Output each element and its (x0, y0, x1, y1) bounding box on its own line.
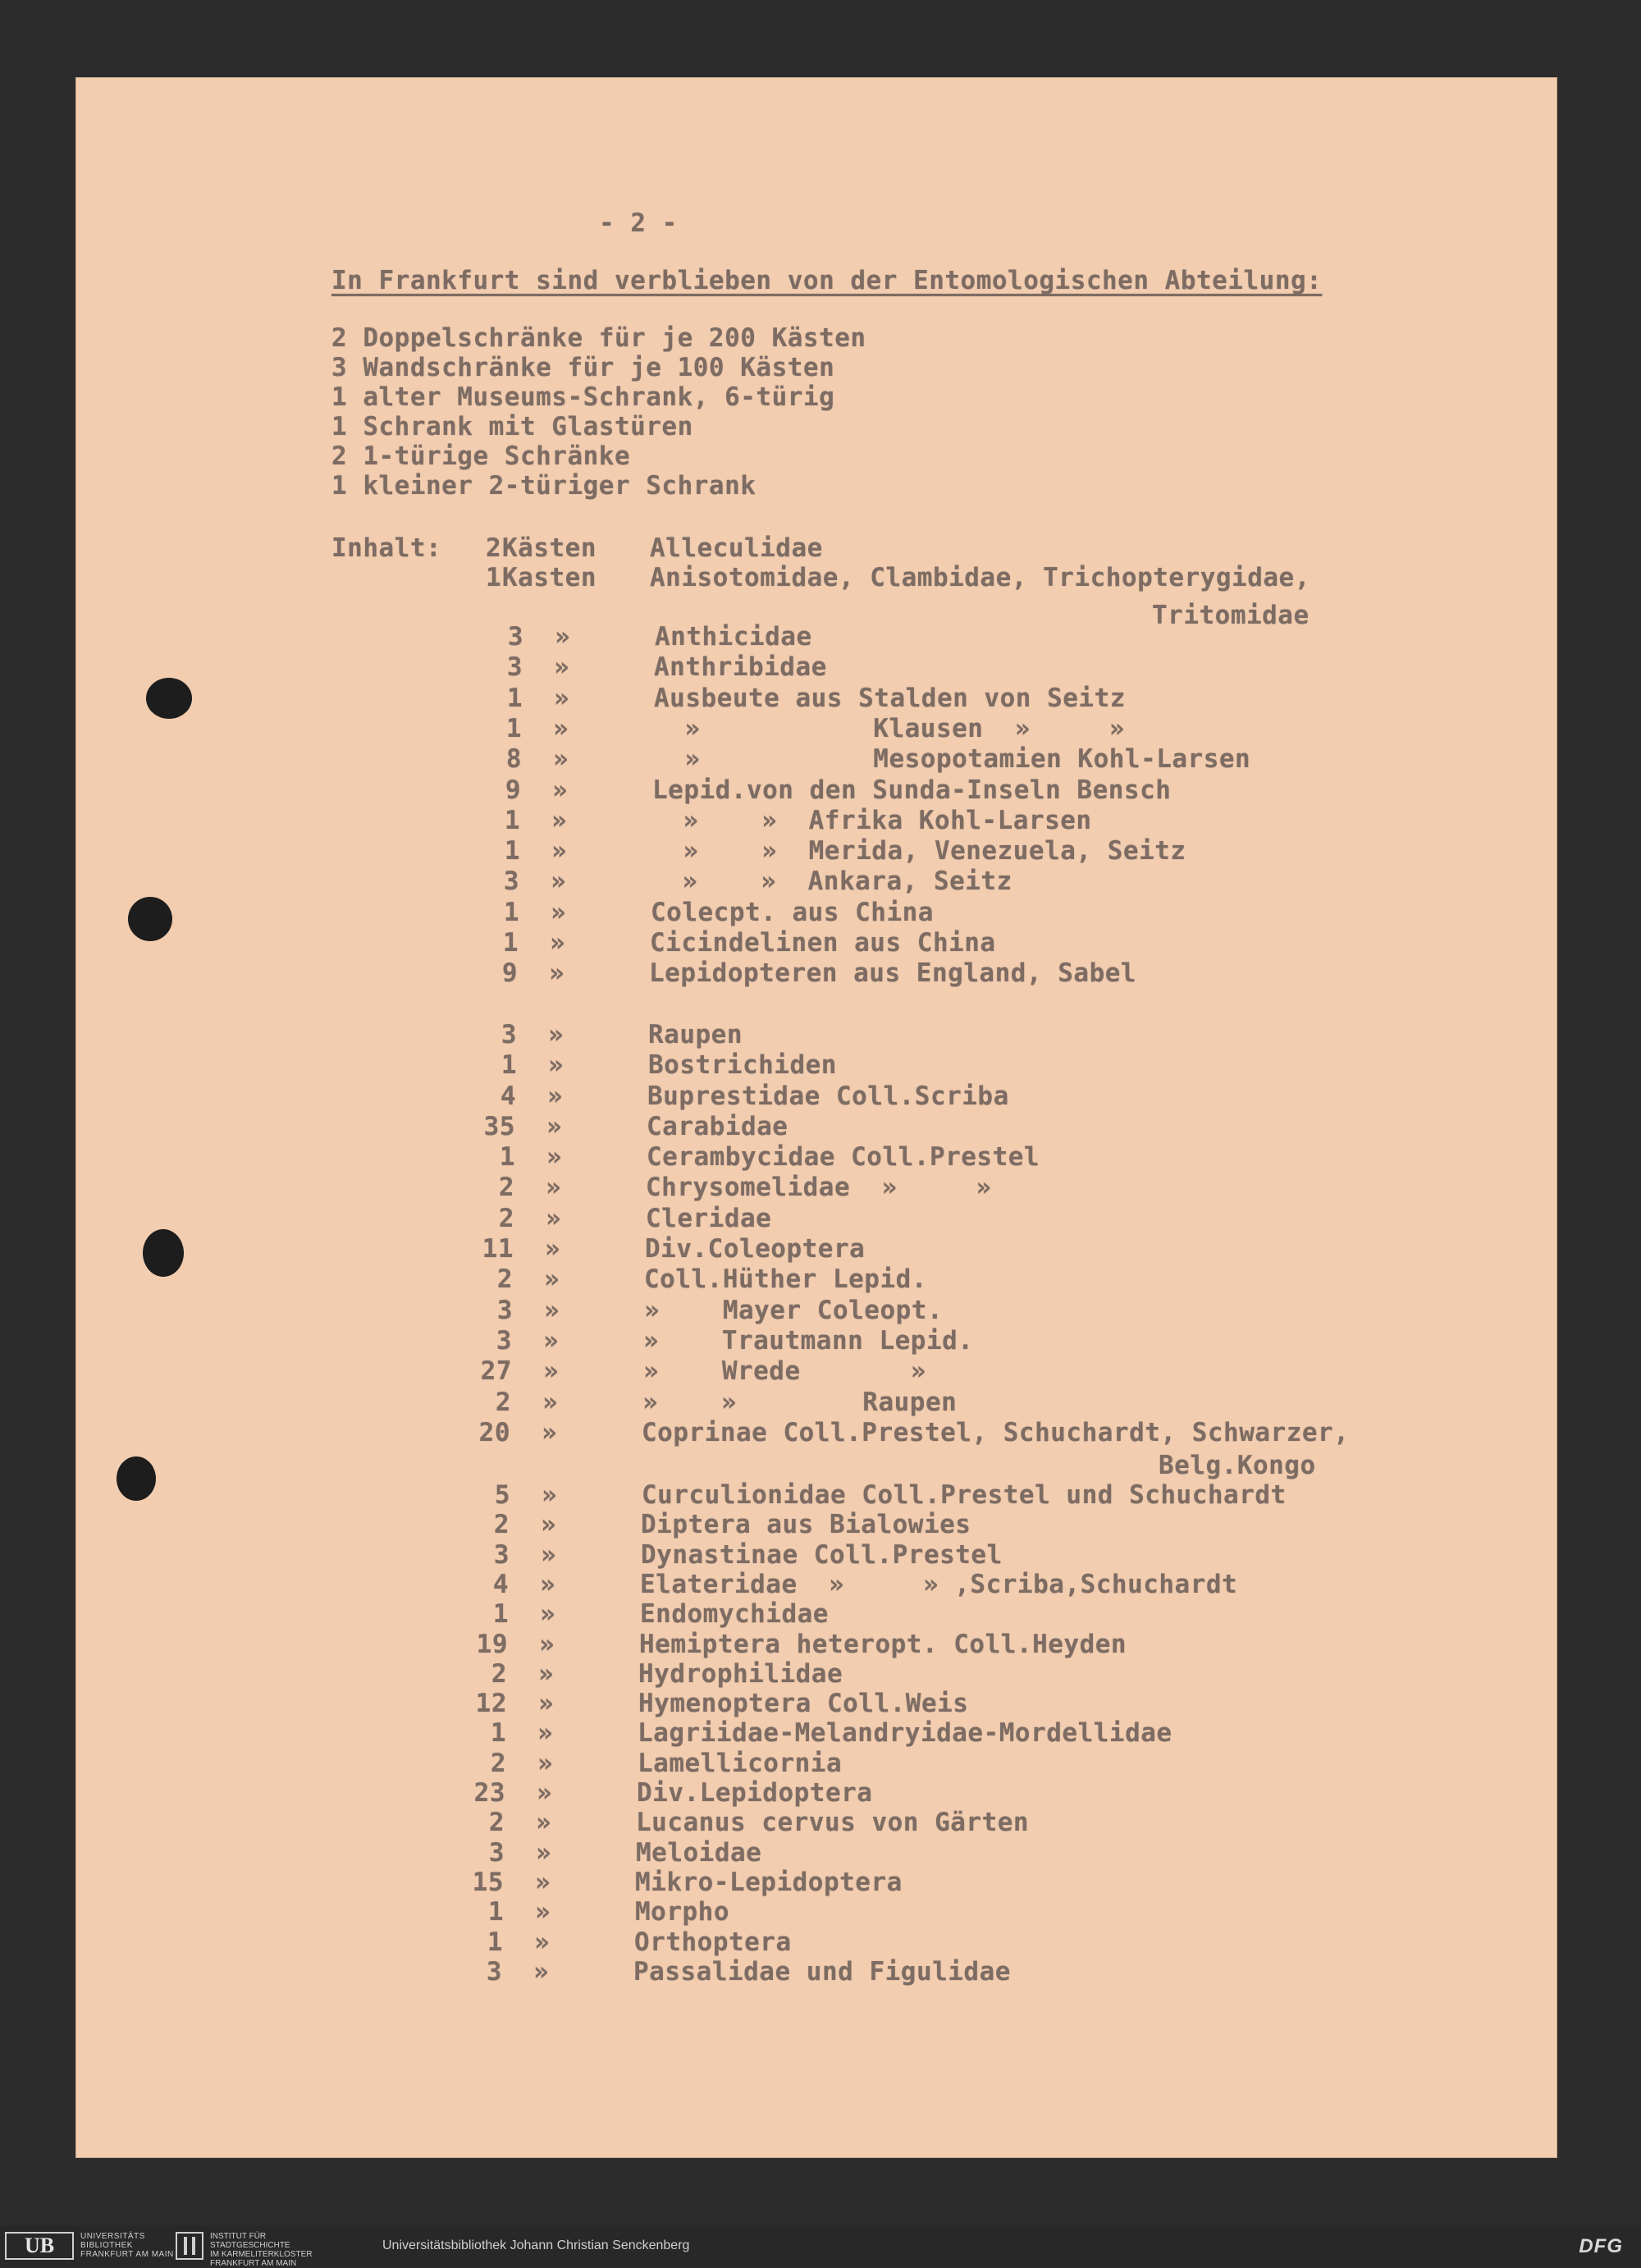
contents-ditto-mark: » (548, 1050, 565, 1081)
punch-hole (117, 1456, 156, 1501)
contents-ditto-mark: » (546, 1203, 562, 1233)
contents-item: Div.Lepidoptera (637, 1778, 873, 1808)
contents-ditto-mark: » (550, 928, 566, 958)
contents-ditto-mark: » (544, 1295, 560, 1325)
contents-ditto-mark: » (536, 1837, 552, 1868)
contents-item: » » Afrika Kohl-Larsen (651, 805, 1092, 835)
contents-ditto-mark: » (541, 1510, 557, 1540)
contents-item: Hymenoptera Coll.Weis (638, 1689, 969, 1719)
contents-ditto-mark: » (544, 1264, 560, 1295)
contents-count: 3 (493, 1539, 510, 1570)
contents-count: 1 (501, 1050, 517, 1081)
contents-item: Anthicidae (655, 622, 812, 652)
contents-item: » Trautmann Lepid. (643, 1325, 974, 1356)
contents-count: 2 (491, 1658, 507, 1689)
contents-ditto-mark: » (537, 1748, 554, 1778)
document-page (75, 77, 1557, 2158)
contents-count: 1 (486, 563, 502, 592)
contents-count: 3 (507, 622, 523, 652)
contents-ditto-mark: » (535, 1897, 551, 1927)
contents-item: Lepidopteren aus England, Sabel (649, 958, 1137, 989)
institute-logo-text: INSTITUT FÜR STADTGESCHICHTE IM KARMELITERKLOSTER FRANKFURT AM MAIN (210, 2232, 313, 2268)
contents-label: Inhalt: (331, 533, 442, 563)
contents-count: 27 (480, 1356, 512, 1387)
contents-item: Anthribidae (654, 652, 827, 683)
contents-ditto-mark: » (551, 805, 568, 835)
contents-item: Curculionidae Coll.Prestel und Schuchardt (642, 1480, 1287, 1510)
contents-item: Div.Coleoptera (645, 1234, 866, 1264)
contents-count: 1 (487, 1927, 503, 1957)
contents-item: » Mayer Coleopt. (644, 1295, 944, 1325)
ub-logo: UB (5, 2232, 74, 2260)
contents-item: Orthoptera (634, 1927, 792, 1957)
contents-item: Dynastinae Coll.Prestel (641, 1539, 1003, 1570)
contents-item: Lamellicornia (638, 1748, 843, 1778)
contents-ditto-mark: » (538, 1689, 555, 1719)
furniture-item: 3 Wandschränke für je 100 Kästen (331, 353, 835, 382)
contents-ditto-mark: » (540, 1569, 556, 1599)
contents-item: Colecpt. aus China (651, 897, 934, 927)
punch-hole (146, 678, 192, 719)
contents-count: 15 (472, 1867, 504, 1897)
contents-item: Anisotomidae, Clambidae, Trichopterygidae, (650, 563, 1310, 592)
contents-item: Cleridae (646, 1203, 772, 1233)
contents-ditto-mark: » (546, 1111, 563, 1141)
contents-unit: Kästen (502, 533, 597, 563)
contents-count: 35 (483, 1111, 515, 1141)
contents-ditto-mark: » (543, 1325, 560, 1356)
contents-item: Endomychidae (640, 1599, 829, 1630)
contents-count: 1 (499, 1142, 515, 1173)
contents-item: Hydrophilidae (638, 1658, 843, 1689)
contents-count: 3 (503, 867, 519, 897)
contents-ditto-mark: » (554, 652, 570, 683)
contents-item: Lucanus cervus von Gärten (636, 1808, 1030, 1838)
contents-item: Passalidae und Figulidae (633, 1956, 1011, 1987)
contents-item: Coll.Hüther Lepid. (644, 1264, 927, 1295)
ub-logo-text: UNIVERSITÄTS BIBLIOTHEK FRANKFURT AM MAIN (80, 2232, 174, 2259)
contents-ditto-mark: » (554, 683, 570, 713)
punch-hole (143, 1229, 184, 1277)
contents-ditto-mark: » (546, 1173, 562, 1203)
contents-ditto-mark: » (537, 1718, 554, 1749)
contents-ditto-mark: » (541, 1539, 557, 1570)
contents-item: Cicindelinen aus China (650, 928, 996, 958)
contents-count: 2 (498, 1173, 514, 1203)
contents-item: Alleculidae (650, 533, 823, 563)
contents-ditto-mark: » (545, 1234, 561, 1264)
contents-ditto-mark: » (537, 1778, 553, 1808)
contents-count: 2 (486, 533, 502, 563)
contents-item: Cerambycidae Coll.Prestel (647, 1142, 1040, 1173)
contents-ditto-mark: » (553, 744, 569, 775)
contents-count: 20 (478, 1417, 510, 1447)
contents-count: 3 (488, 1837, 505, 1868)
contents-ditto-mark: » (534, 1927, 551, 1957)
dfg-logo: DFG (1579, 2235, 1623, 2257)
contents-count: 1 (505, 713, 522, 743)
contents-ditto-mark: » (542, 1480, 558, 1510)
contents-count: 1 (490, 1718, 506, 1749)
contents-ditto-mark: » (540, 1599, 556, 1630)
coprinae-continuation: Belg.Kongo (1159, 1451, 1316, 1480)
contents-item: Ausbeute aus Stalden von Seitz (654, 683, 1126, 713)
contents-ditto-mark: » (548, 1019, 565, 1049)
contents-unit: Kasten (502, 563, 597, 592)
contents-item: Raupen (648, 1019, 743, 1049)
contents-ditto-mark: » (542, 1387, 559, 1417)
contents-count: 3 (496, 1325, 512, 1356)
contents-ditto-mark: » (552, 775, 569, 805)
contents-count: 9 (505, 775, 521, 805)
contents-count: 4 (492, 1569, 509, 1599)
contents-count: 2 (488, 1808, 505, 1838)
contents-item: Bostrichiden (648, 1050, 837, 1081)
contents-ditto-mark: » (536, 1808, 552, 1838)
contents-ditto-mark: » (543, 1356, 560, 1387)
contents-item: Morpho (635, 1897, 729, 1927)
contents-count: 1 (503, 897, 519, 927)
contents-item: Lagriidae-Melandryidae-Mordellidae (638, 1718, 1172, 1749)
contents-count: 3 (496, 1295, 513, 1325)
footer-bar (0, 2225, 1641, 2267)
contents-first-continuation: Tritomidae (1152, 601, 1310, 630)
contents-item: Mikro-Lepidoptera (635, 1867, 903, 1897)
contents-ditto-mark: » (551, 897, 567, 927)
contents-item: » » Ankara, Seitz (651, 867, 1012, 897)
contents-count: 5 (494, 1480, 510, 1510)
contents-count: 1 (492, 1599, 509, 1630)
contents-ditto-mark: » (533, 1956, 550, 1987)
institute-logo-icon (176, 2232, 203, 2260)
furniture-item: 1 kleiner 2-türiger Schrank (331, 471, 757, 501)
contents-ditto-mark: » (535, 1867, 551, 1897)
contents-count: 3 (501, 1019, 517, 1049)
contents-count: 1 (502, 928, 519, 958)
contents-item: » » Merida, Venezuela, Seitz (651, 836, 1186, 867)
contents-ditto-mark: » (551, 867, 567, 897)
contents-ditto-mark: » (542, 1417, 558, 1447)
contents-count: 3 (506, 652, 523, 683)
contents-count: 2 (493, 1510, 510, 1540)
contents-ditto-mark: » (551, 836, 568, 867)
contents-count: 1 (504, 836, 520, 867)
contents-count: 1 (487, 1897, 504, 1927)
contents-count: 19 (476, 1629, 508, 1659)
furniture-item: 1 alter Museums-Schrank, 6-türig (331, 382, 835, 412)
contents-ditto-mark: » (539, 1629, 555, 1659)
contents-item: Lepid.von den Sunda-Inseln Bensch (652, 775, 1172, 805)
contents-ditto-mark: » (546, 1142, 563, 1173)
contents-count: 8 (505, 744, 522, 775)
contents-ditto-mark: » (547, 1081, 564, 1111)
contents-item: Meloidae (636, 1837, 762, 1868)
furniture-item: 1 Schrank mit Glastüren (331, 412, 693, 441)
contents-item: Elateridae » » ,Scriba,Schuchardt (640, 1569, 1238, 1599)
contents-item: Hemiptera heteropt. Coll.Heyden (639, 1629, 1127, 1659)
document-heading: In Frankfurt sind verblieben von der Entomologischen Abteilung: (331, 266, 1323, 295)
contents-count: 9 (501, 958, 518, 989)
contents-item: » Mesopotamien Kohl-Larsen (653, 744, 1251, 775)
footer-caption: Universitätsbibliothek Johann Christian Senckenberg (382, 2238, 690, 2252)
contents-item: Diptera aus Bialowies (641, 1510, 971, 1540)
contents-count: 4 (500, 1081, 516, 1111)
contents-item: » Wrede » (643, 1356, 926, 1387)
contents-count: 2 (490, 1748, 506, 1778)
contents-item: » » Raupen (642, 1387, 958, 1417)
furniture-item: 2 1-türige Schränke (331, 441, 631, 471)
contents-count: 2 (496, 1264, 513, 1295)
contents-item: » Klausen » » (653, 713, 1125, 743)
contents-count: 12 (475, 1689, 507, 1719)
furniture-item: 2 Doppelschränke für je 200 Kästen (331, 323, 866, 353)
contents-ditto-mark: » (555, 622, 571, 652)
contents-count: 2 (498, 1203, 514, 1233)
contents-count: 11 (482, 1234, 514, 1264)
contents-count: 1 (504, 805, 520, 835)
contents-item: Chrysomelidae » » (646, 1173, 992, 1203)
contents-count: 23 (473, 1778, 505, 1808)
page-number: - 2 - (599, 208, 678, 238)
contents-item: Buprestidae Coll.Scriba (647, 1081, 1009, 1111)
contents-item: Coprinae Coll.Prestel, Schuchardt, Schwarzer, (642, 1417, 1350, 1447)
contents-ditto-mark: » (549, 958, 565, 989)
contents-ditto-mark: » (553, 713, 569, 743)
contents-count: 3 (486, 1956, 502, 1987)
contents-item: Carabidae (647, 1111, 789, 1141)
contents-ditto-mark: » (538, 1658, 555, 1689)
contents-count: 2 (495, 1387, 511, 1417)
punch-hole (128, 897, 172, 941)
contents-count: 1 (506, 683, 523, 713)
